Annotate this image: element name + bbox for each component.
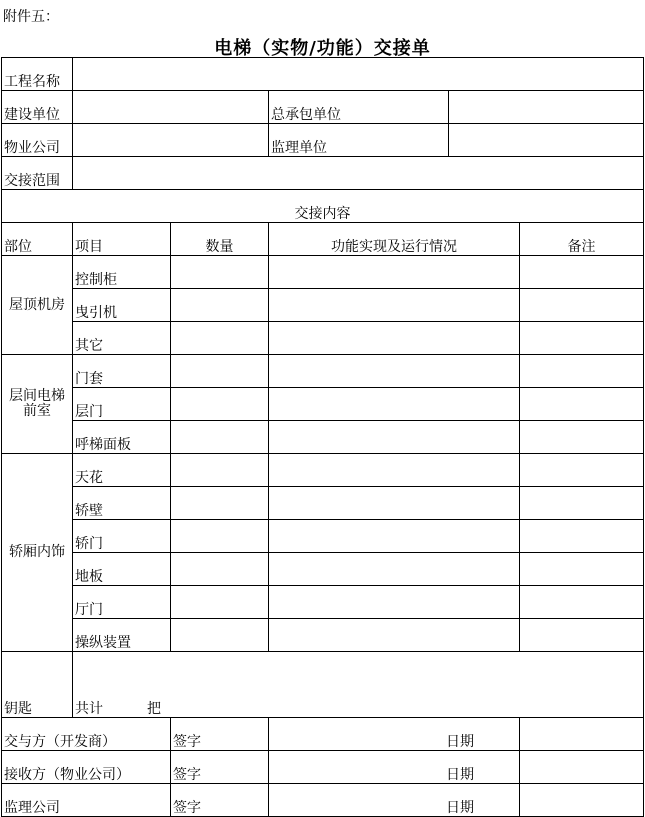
quantity-cell[interactable] bbox=[171, 322, 269, 355]
remarks-cell[interactable] bbox=[520, 520, 644, 553]
quantity-cell[interactable] bbox=[171, 355, 269, 388]
project-name-label: 工程名称 bbox=[2, 58, 73, 91]
remarks-cell[interactable] bbox=[520, 355, 644, 388]
status-cell[interactable] bbox=[269, 586, 520, 619]
status-cell[interactable] bbox=[269, 454, 520, 487]
remarks-cell[interactable] bbox=[520, 322, 644, 355]
date-field[interactable] bbox=[520, 718, 644, 751]
property-company-field[interactable] bbox=[73, 124, 269, 157]
location-elevator-lobby: 层间电梯前室 bbox=[2, 355, 73, 454]
property-company-label: 物业公司 bbox=[2, 124, 73, 157]
general-contractor-label: 总承包单位 bbox=[269, 91, 449, 124]
item-label: 其它 bbox=[73, 322, 171, 355]
form-title: 电梯（实物/功能）交接单 bbox=[214, 38, 431, 59]
item-label: 厅门 bbox=[73, 586, 171, 619]
date-field[interactable] bbox=[520, 751, 644, 784]
sign-label: 签字 bbox=[171, 718, 269, 751]
date-field[interactable] bbox=[520, 784, 644, 817]
quantity-cell[interactable] bbox=[171, 520, 269, 553]
remarks-cell[interactable] bbox=[520, 619, 644, 652]
status-cell[interactable] bbox=[269, 520, 520, 553]
quantity-cell[interactable] bbox=[171, 553, 269, 586]
date-label: 日期 bbox=[446, 734, 474, 750]
project-name-field[interactable] bbox=[73, 58, 644, 91]
construction-unit-field[interactable] bbox=[73, 91, 269, 124]
location-machine-room: 屋顶机房 bbox=[2, 256, 73, 355]
quantity-cell[interactable] bbox=[171, 421, 269, 454]
keys-count-field[interactable] bbox=[73, 652, 644, 718]
status-cell[interactable] bbox=[269, 388, 520, 421]
remarks-cell[interactable] bbox=[520, 388, 644, 421]
date-label: 日期 bbox=[446, 800, 474, 816]
remarks-cell[interactable] bbox=[520, 421, 644, 454]
remarks-cell[interactable] bbox=[520, 256, 644, 289]
status-cell[interactable] bbox=[269, 322, 520, 355]
item-label: 层门 bbox=[73, 388, 171, 421]
handover-scope-field[interactable] bbox=[73, 157, 644, 190]
quantity-cell[interactable] bbox=[171, 487, 269, 520]
supervision-party-label: 监理公司 bbox=[2, 784, 171, 817]
status-cell[interactable] bbox=[269, 619, 520, 652]
item-label: 门套 bbox=[73, 355, 171, 388]
status-cell[interactable] bbox=[269, 421, 520, 454]
header-item: 项目 bbox=[73, 223, 171, 256]
sign-label: 签字 bbox=[171, 751, 269, 784]
signature-field[interactable] bbox=[269, 751, 520, 784]
item-label: 地板 bbox=[73, 553, 171, 586]
remarks-cell[interactable] bbox=[520, 454, 644, 487]
receiving-party-label: 接收方（物业公司） bbox=[2, 751, 171, 784]
header-remarks: 备注 bbox=[520, 223, 644, 256]
handover-form-table bbox=[1, 57, 644, 817]
item-label: 呼梯面板 bbox=[73, 421, 171, 454]
remarks-cell[interactable] bbox=[520, 487, 644, 520]
header-quantity: 数量 bbox=[171, 223, 269, 256]
section-title: 交接内容 bbox=[2, 190, 644, 223]
sign-label: 签字 bbox=[171, 784, 269, 817]
header-location: 部位 bbox=[2, 223, 73, 256]
quantity-cell[interactable] bbox=[171, 388, 269, 421]
quantity-cell[interactable] bbox=[171, 586, 269, 619]
signature-field[interactable] bbox=[269, 784, 520, 817]
quantity-cell[interactable] bbox=[171, 454, 269, 487]
supervision-unit-label: 监理单位 bbox=[269, 124, 449, 157]
date-label: 日期 bbox=[446, 767, 474, 783]
status-cell[interactable] bbox=[269, 487, 520, 520]
general-contractor-field[interactable] bbox=[449, 91, 644, 124]
status-cell[interactable] bbox=[269, 256, 520, 289]
item-label: 控制柜 bbox=[73, 256, 171, 289]
header-function-status: 功能实现及运行情况 bbox=[269, 223, 520, 256]
remarks-cell[interactable] bbox=[520, 289, 644, 322]
status-cell[interactable] bbox=[269, 553, 520, 586]
location-car-interior: 轿厢内饰 bbox=[2, 454, 73, 652]
item-label: 轿壁 bbox=[73, 487, 171, 520]
quantity-cell[interactable] bbox=[171, 289, 269, 322]
handover-scope-label: 交接范围 bbox=[2, 157, 73, 190]
status-cell[interactable] bbox=[269, 289, 520, 322]
item-label: 轿门 bbox=[73, 520, 171, 553]
supervision-unit-field[interactable] bbox=[449, 124, 644, 157]
handover-party-label: 交与方（开发商） bbox=[2, 718, 171, 751]
quantity-cell[interactable] bbox=[171, 619, 269, 652]
signature-field[interactable] bbox=[269, 718, 520, 751]
item-label: 天花 bbox=[73, 454, 171, 487]
status-cell[interactable] bbox=[269, 355, 520, 388]
remarks-cell[interactable] bbox=[520, 586, 644, 619]
remarks-cell[interactable] bbox=[520, 553, 644, 586]
keys-unit-label: 把 bbox=[147, 701, 161, 717]
item-label: 操纵装置 bbox=[73, 619, 171, 652]
annex-label: 附件五： bbox=[3, 9, 59, 25]
construction-unit-label: 建设单位 bbox=[2, 91, 73, 124]
keys-label: 钥匙 bbox=[2, 652, 73, 718]
keys-total-label: 共计 bbox=[75, 701, 103, 717]
item-label: 曳引机 bbox=[73, 289, 171, 322]
quantity-cell[interactable] bbox=[171, 256, 269, 289]
